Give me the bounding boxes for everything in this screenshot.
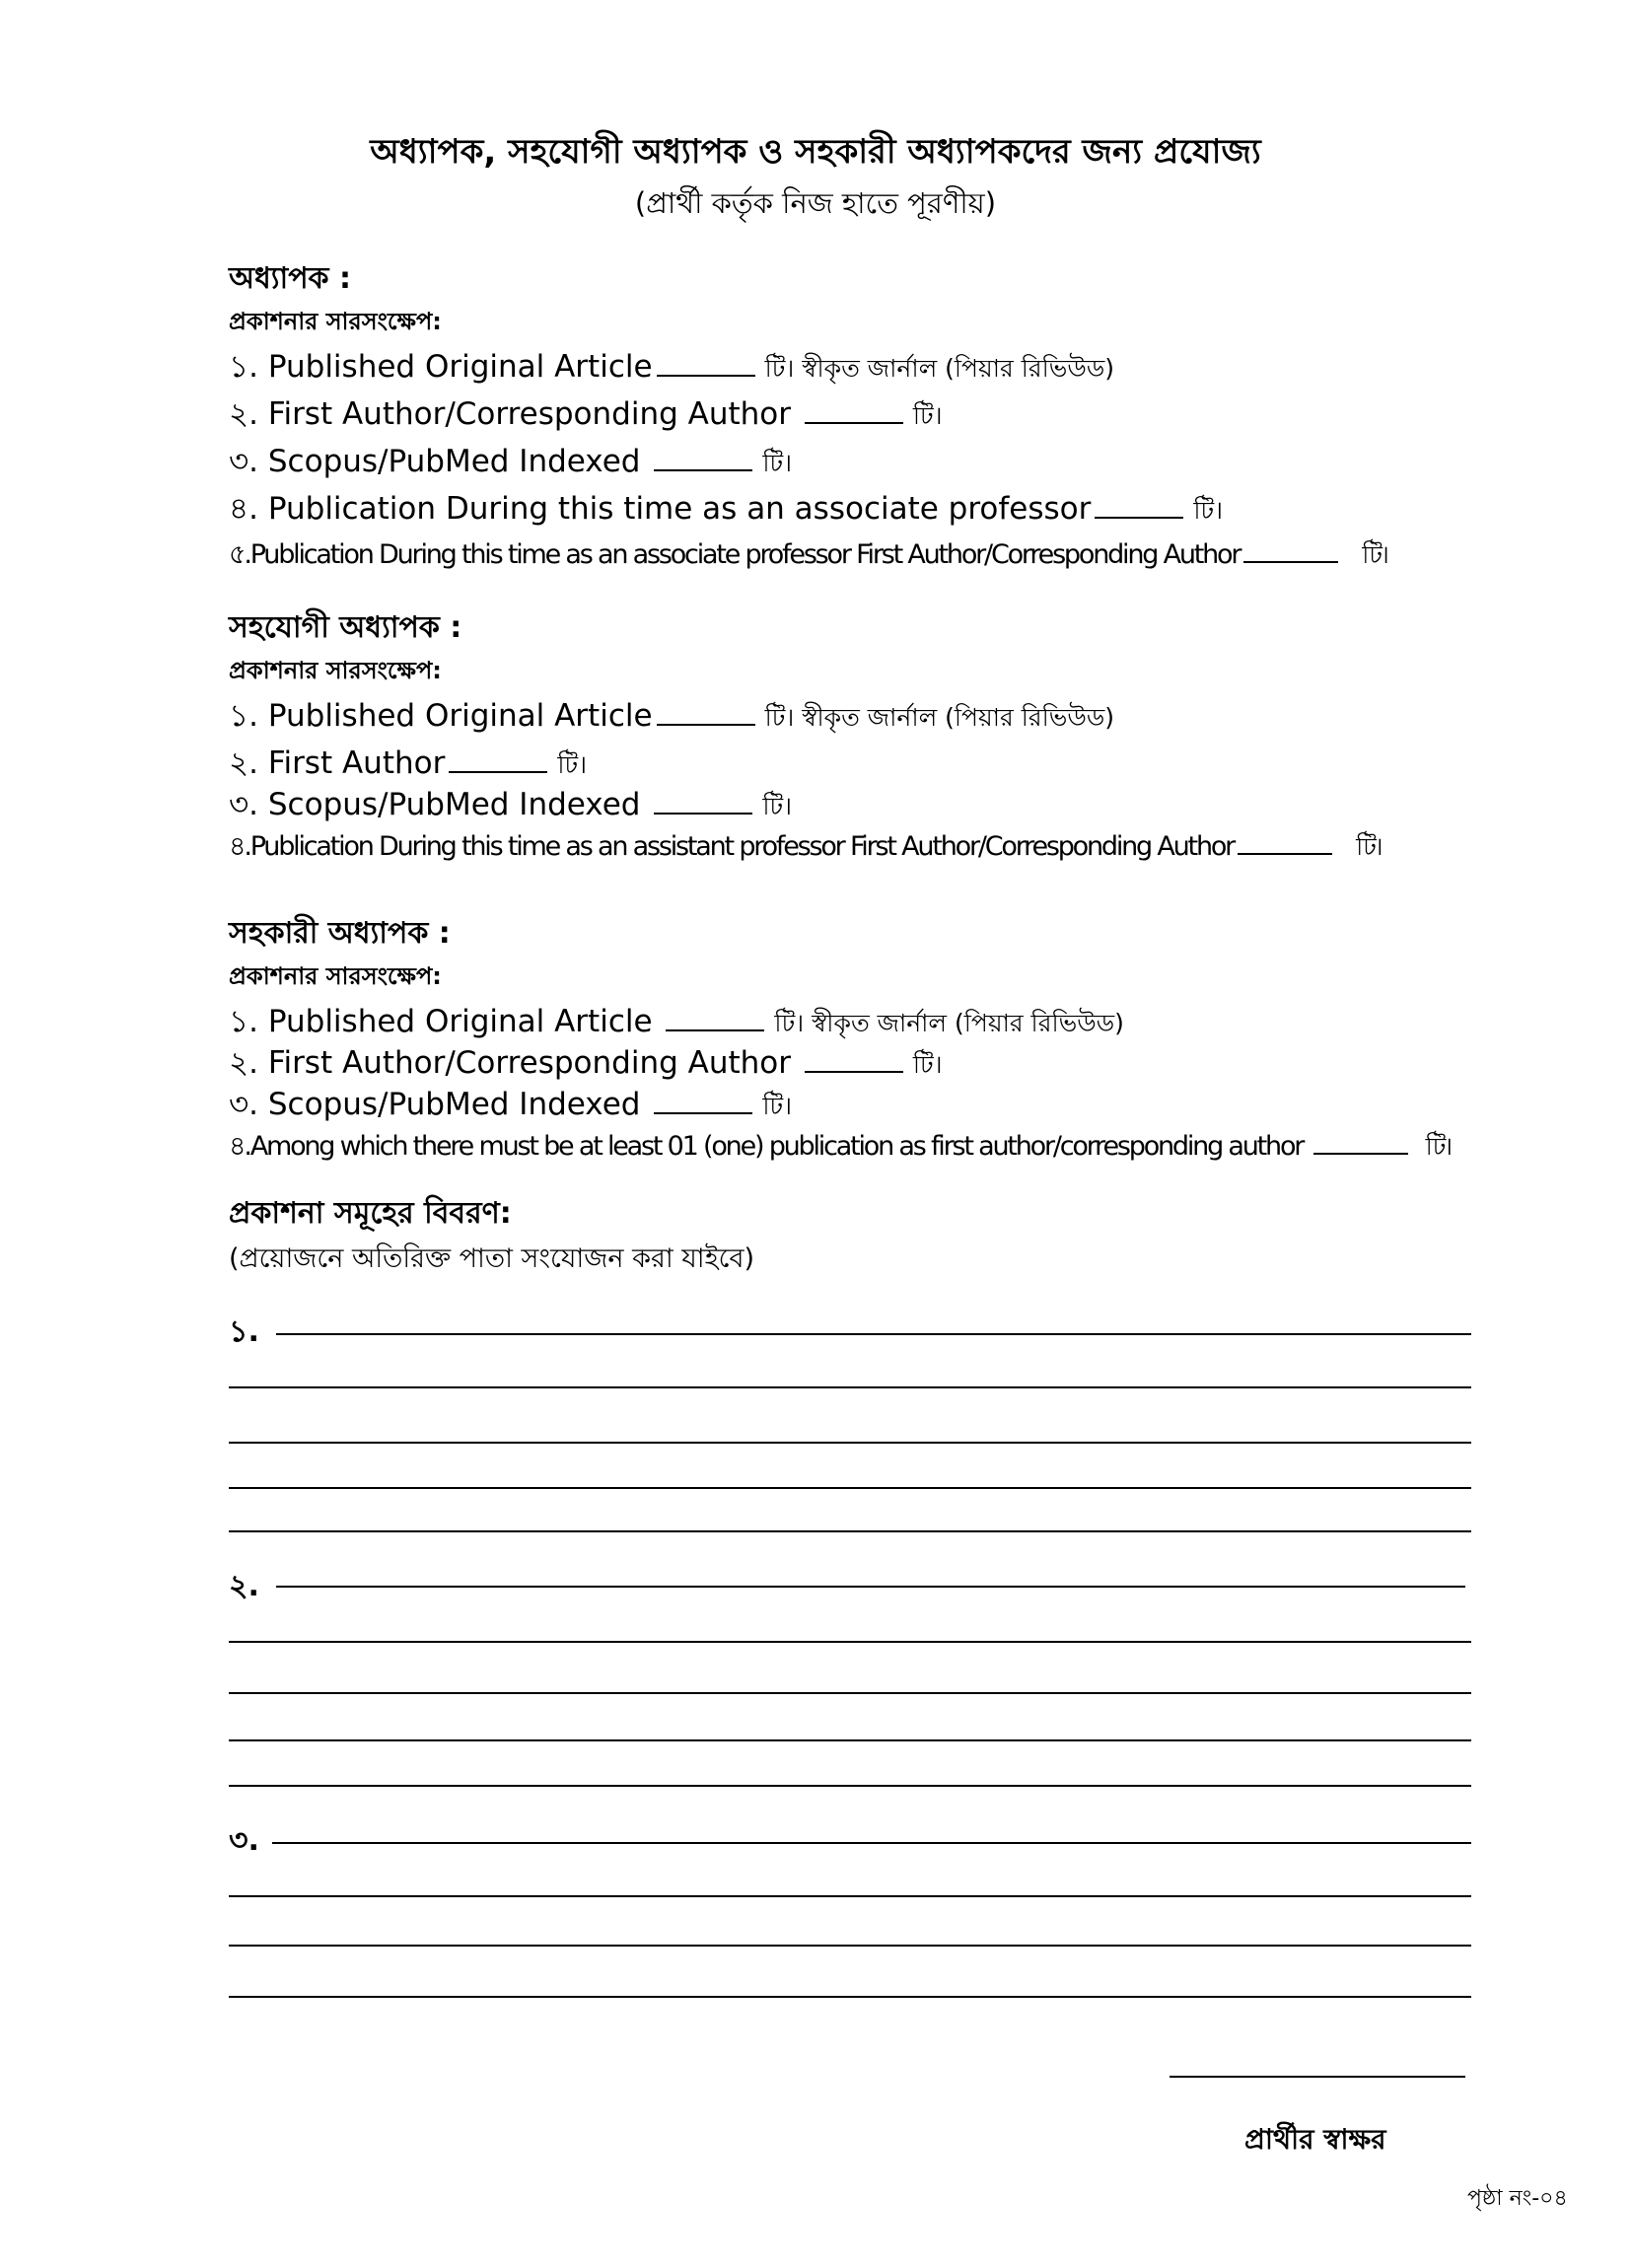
list-item: ১. Published Original Article টি। স্বীকৃত জার্নাল (পিয়ার রিভিউড) <box>229 698 1115 734</box>
fill-blank[interactable] <box>657 374 755 377</box>
fill-blank[interactable] <box>654 1111 752 1114</box>
fill-blank[interactable] <box>449 770 547 773</box>
list-item: ২. First Author/Corresponding Author টি। <box>229 1045 943 1081</box>
associate-summary-label: প্রকাশনার সারসংক্ষেপ: <box>229 657 442 684</box>
writing-line[interactable] <box>229 1692 1471 1694</box>
writing-line[interactable] <box>229 1945 1471 1947</box>
writing-line[interactable] <box>272 1842 1471 1844</box>
list-item: ১. Published Original Article টি। স্বীকৃত জার্নাল (পিয়ার রিভিউড) <box>229 349 1115 385</box>
writing-line[interactable] <box>276 1333 1471 1335</box>
list-item: ১. Published Original Article টি। স্বীকৃত জার্নাল (পিয়ার রিভিউড) <box>229 1004 1124 1039</box>
fill-blank[interactable] <box>666 1028 764 1031</box>
fill-blank[interactable] <box>654 812 752 815</box>
fill-blank[interactable] <box>1243 560 1338 563</box>
writing-line[interactable] <box>229 1739 1471 1741</box>
list-item: ৩. Scopus/PubMed Indexed টি। <box>229 444 793 479</box>
fill-blank[interactable] <box>805 421 903 424</box>
fill-blank[interactable] <box>657 723 755 726</box>
writing-line[interactable] <box>229 1996 1471 1998</box>
associate-professor-heading: সহযোগী অধ্যাপক : <box>229 610 462 645</box>
fill-blank[interactable] <box>654 468 752 471</box>
list-item: ৪.Among which there must be at least 01 (one) publication as first author/corresponding author টি। <box>229 1131 1451 1162</box>
professor-heading: অধ্যাপক : <box>229 261 351 296</box>
assistant-professor-heading: সহকারী অধ্যাপক : <box>229 916 451 951</box>
list-item: ৩. Scopus/PubMed Indexed টি। <box>229 787 793 822</box>
signature-line[interactable] <box>1170 2076 1465 2078</box>
list-item: ২. First Author/Corresponding Author টি। <box>229 396 943 432</box>
page-title: অধ্যাপক, সহযোগী অধ্যাপক ও সহকারী অধ্যাপকদের জন্য প্রযোজ্য <box>370 132 1261 172</box>
signature-label: প্রার্থীর স্বাক্ষর <box>1244 2123 1386 2156</box>
writing-line[interactable] <box>229 1895 1471 1897</box>
writing-line[interactable] <box>229 1530 1471 1532</box>
writing-line[interactable] <box>229 1386 1471 1388</box>
writing-line[interactable] <box>276 1586 1465 1588</box>
entry-number: ২. <box>229 1569 259 1603</box>
writing-line[interactable] <box>229 1785 1471 1787</box>
fill-blank[interactable] <box>1238 852 1332 855</box>
entry-number: ৩. <box>229 1823 259 1858</box>
writing-line[interactable] <box>229 1641 1471 1643</box>
fill-blank[interactable] <box>805 1070 903 1073</box>
list-item: ২. First Author টি। <box>229 745 588 781</box>
list-item: ৪.Publication During this time as an assistant professor First Author/Corresponding Author টি। <box>229 831 1382 862</box>
entry-number: ১. <box>229 1314 259 1349</box>
writing-line[interactable] <box>229 1442 1471 1444</box>
publication-details-note: (প্রয়োজনে অতিরিক্ত পাতা সংযোজন করা যাইবে) <box>229 1243 755 1274</box>
writing-line[interactable] <box>229 1487 1471 1489</box>
page-number: পৃষ্ঠা নং-০৪ <box>1467 2186 1568 2211</box>
professor-summary-label: প্রকাশনার সারসংক্ষেপ: <box>229 308 442 335</box>
page-subtitle: (প্রার্থী কর্তৃক নিজ হাতে পূরণীয়) <box>634 186 997 220</box>
assistant-summary-label: প্রকাশনার সারসংক্ষেপ: <box>229 962 442 990</box>
fill-blank[interactable] <box>1095 516 1183 519</box>
fill-blank[interactable] <box>1313 1152 1408 1155</box>
publication-details-heading: প্রকাশনা সমূহের বিবরণ: <box>229 1196 512 1231</box>
list-item: ৪. Publication During this time as an associate professor টি। <box>229 491 1224 527</box>
list-item: ৫.Publication During this time as an associate professor First Author/Corresponding Author টি। <box>229 539 1387 570</box>
list-item: ৩. Scopus/PubMed Indexed টি। <box>229 1087 793 1122</box>
